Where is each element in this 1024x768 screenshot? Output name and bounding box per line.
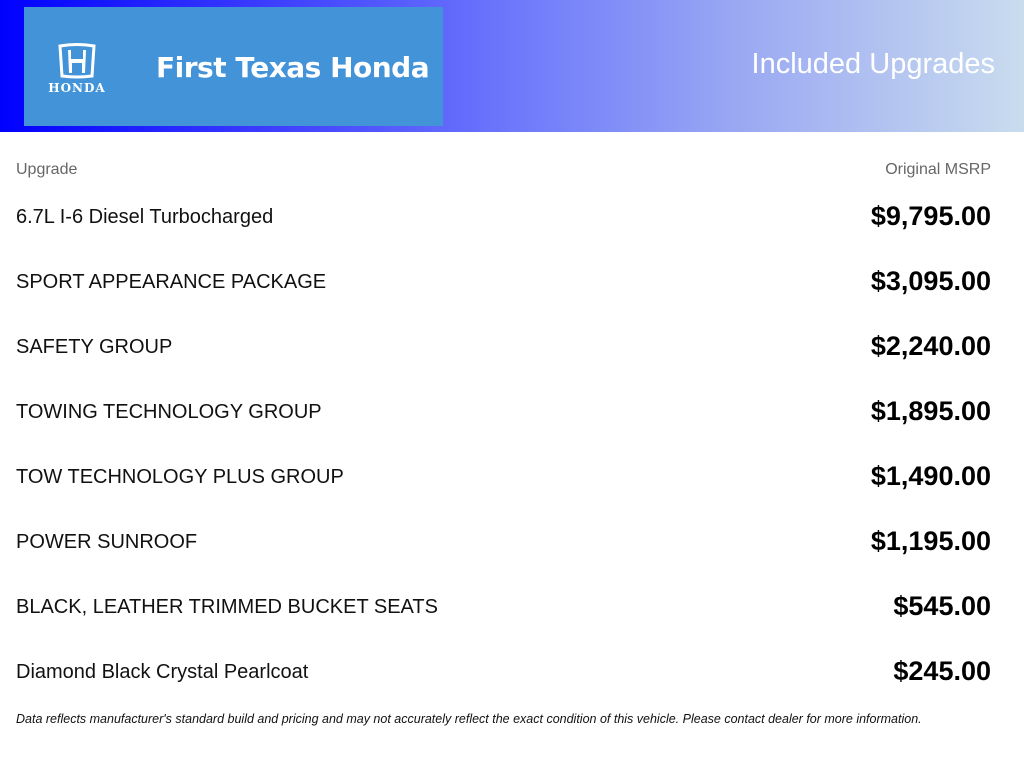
header-banner [0,0,1024,132]
upgrade-name: Diamond Black Crystal Pearlcoat [16,661,309,683]
upgrade-price: $3,095.00 [870,266,991,296]
upgrade-row [0,185,1024,250]
upgrade-price: $245.00 [893,656,991,686]
column-header-msrp: Original MSRP [885,161,991,178]
upgrade-name: SAFETY GROUP [16,336,173,358]
upgrade-name: TOWING TECHNOLOGY GROUP [16,401,322,423]
upgrades-list [0,185,1024,705]
upgrade-row [0,315,1024,380]
disclaimer-text: Data reflects manufacturer's standard build and pricing and may not accurately reflect the exact condition of this vehicle. Please contact dealer for more information. [16,712,922,726]
upgrade-name: SPORT APPEARANCE PACKAGE [16,271,327,293]
page-title: Included Upgrades [751,48,995,80]
upgrade-name: TOW TECHNOLOGY PLUS GROUP [16,466,344,488]
honda-emblem [38,43,116,99]
upgrade-row [0,445,1024,510]
upgrade-name: POWER SUNROOF [16,531,198,553]
upgrade-name: BLACK, LEATHER TRIMMED BUCKET SEATS [16,596,438,618]
upgrade-price: $545.00 [893,591,991,621]
upgrade-row [0,380,1024,445]
upgrade-row [0,510,1024,575]
upgrade-row [0,250,1024,315]
honda-wordmark: HONDA [48,81,106,95]
honda-h-icon [38,43,116,79]
dealer-name: First Texas Honda [156,51,430,84]
upgrade-price: $9,795.00 [870,201,991,231]
upgrade-row [0,640,1024,705]
upgrade-price: $1,895.00 [870,396,991,426]
upgrade-name: 6.7L I-6 Diesel Turbocharged [16,206,274,228]
upgrade-row [0,575,1024,640]
dealer-logo [24,7,443,126]
upgrade-price: $1,490.00 [870,461,991,491]
column-header-upgrade: Upgrade [16,161,78,178]
upgrade-price: $1,195.00 [870,526,991,556]
upgrade-price: $2,240.00 [870,331,991,361]
